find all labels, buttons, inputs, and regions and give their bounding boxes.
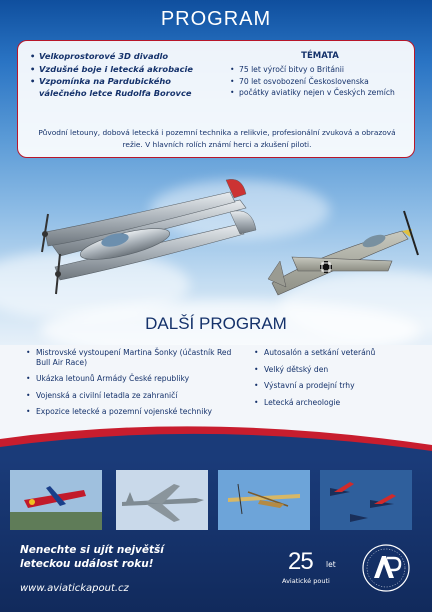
program-description: Původní letouny, dobová letecká i pozemní technika a relikvie, profesionální zvuková a obrazová režie. V hlavních rolích známí herci a zkušení piloti.	[38, 128, 396, 149]
program-title: PROGRAM	[160, 8, 272, 30]
footer-slogan: Nenechte si ujít největší leteckou událost roku!	[20, 544, 164, 570]
photo-gripen-jet	[116, 470, 208, 530]
program-item: • Expozice letecké a pozemní vojenské techniky	[26, 407, 236, 417]
anniversary-number: 25	[288, 548, 313, 575]
program-item: • Vojenská a civilní letadla ze zahraničí	[26, 391, 236, 401]
anniversary-badge	[282, 548, 362, 592]
photo-vintage-aircraft	[218, 470, 310, 530]
highlights-list	[30, 51, 220, 100]
topics-title: TÉMATA	[301, 51, 339, 61]
program-info-box	[17, 40, 415, 158]
event-logo-icon	[360, 542, 412, 594]
topics-block	[230, 51, 410, 99]
program-item: • Velký dětský den	[254, 365, 424, 375]
topic-item: • počátky aviatiky nejen v Českých zemích	[230, 87, 410, 99]
photo-redbull-plane	[10, 470, 102, 530]
anniversary-label: Aviatické pouti	[282, 577, 330, 585]
program-item: • Výstavní a prodejní trhy	[254, 381, 424, 391]
anniversary-unit: let	[326, 560, 336, 569]
single-engine-fighter-image	[262, 205, 422, 305]
program-item: • Autosalón a setkání veteránů	[254, 348, 424, 358]
program-item: • Mistrovské vystoupení Martina Šonky (účastník Red Bull Air Race)	[26, 348, 236, 367]
twin-boom-fighter-image	[30, 172, 260, 302]
topic-item: • 75 let výročí bitvy o Británii	[230, 64, 410, 76]
program-item: • Ukázka letounů Armády České republiky	[26, 374, 236, 384]
highlight-item: • Vzdušné boje i letecká akrobacie	[30, 64, 220, 76]
program-item: • Letecká archeologie	[254, 398, 424, 408]
topics-list	[230, 64, 410, 99]
photo-formation-jets	[320, 470, 412, 530]
highlight-item: • Vzpomínka na Pardubického válečného letce Rudolfa Borovce	[30, 76, 220, 99]
website-link[interactable]: www.aviatickapout.cz	[20, 583, 129, 594]
highlight-item: • Velkoprostorové 3D divadlo	[30, 51, 220, 63]
topic-item: • 70 let osvobození Československa	[230, 76, 410, 88]
other-program-title: DALŠÍ PROGRAM	[145, 314, 287, 333]
